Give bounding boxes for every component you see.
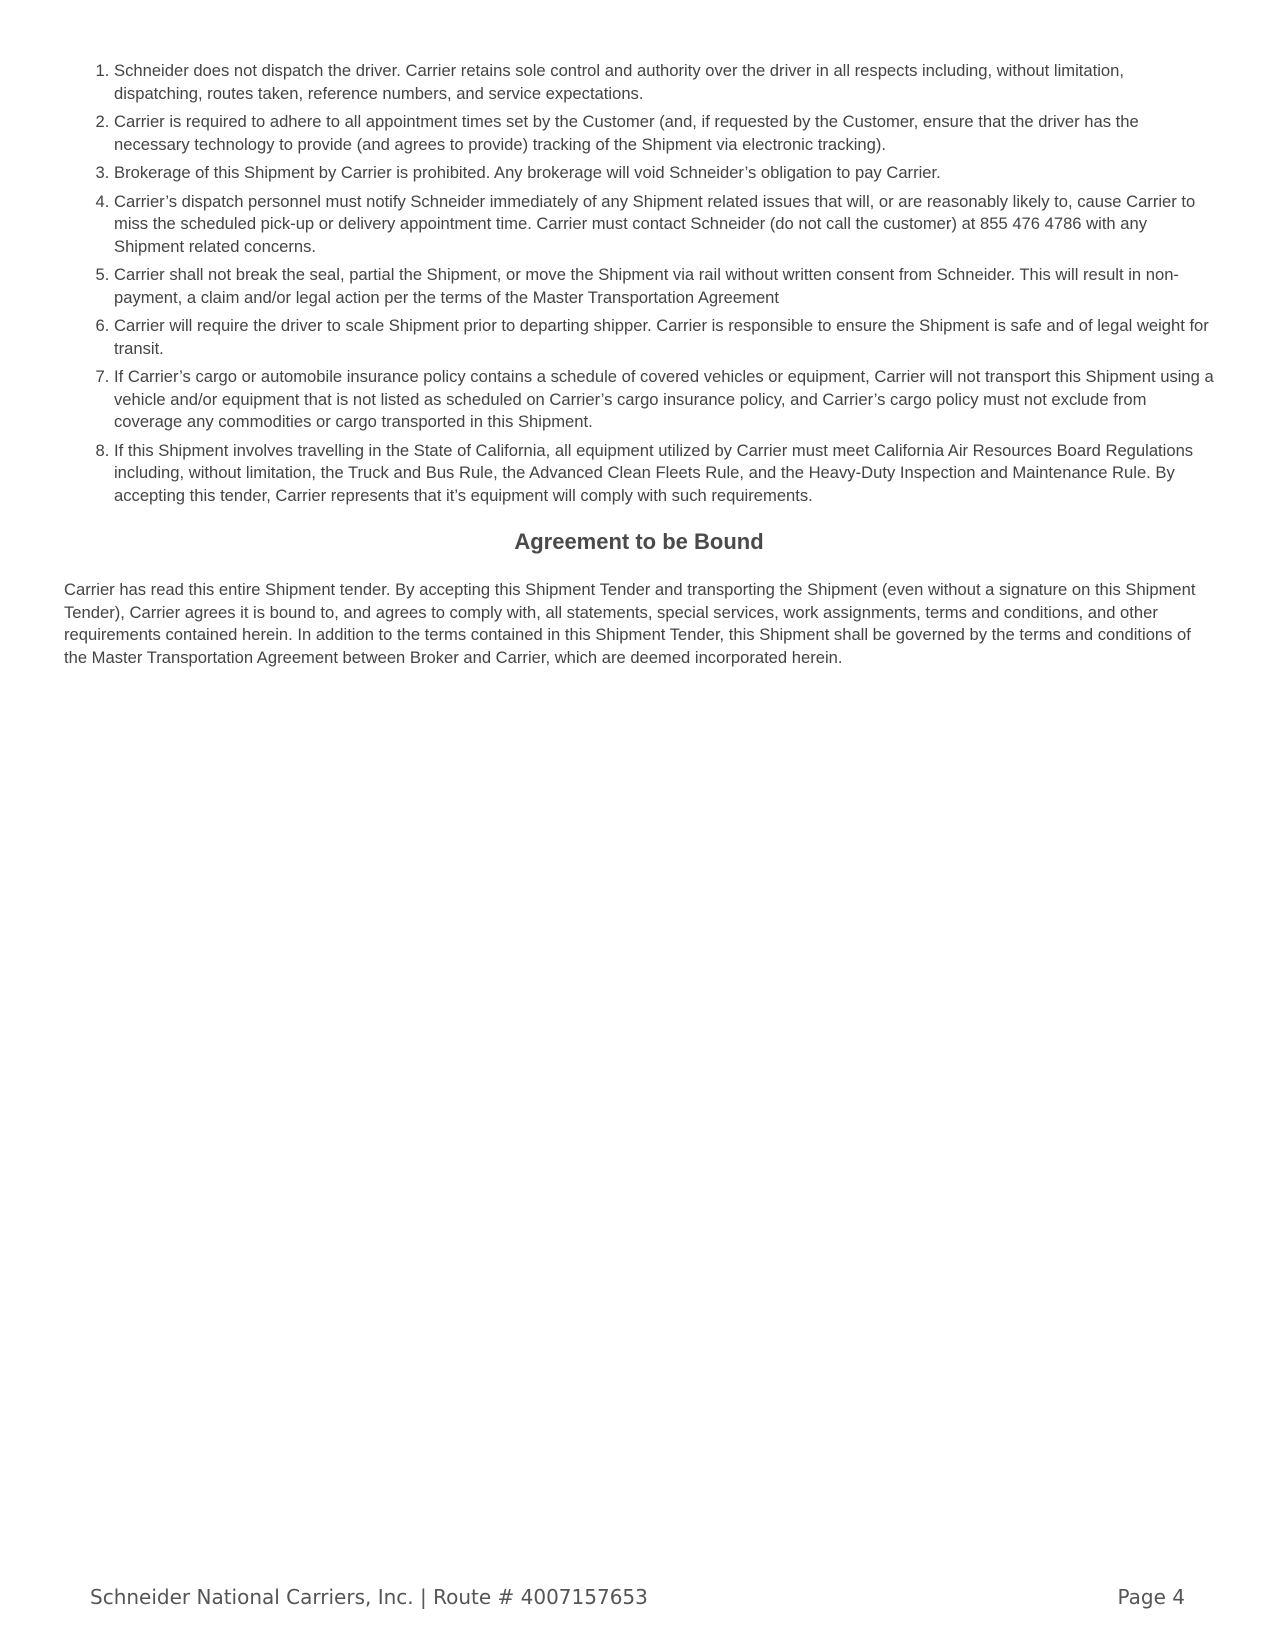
terms-item-5: 5. Carrier shall not break the seal, partial the Shipment, or move the Shipment via rail without written consent from Schneider. This will result in non-payment, a claim and/or legal action per the terms of the Master Transportation Agreement: [114, 264, 1214, 309]
agreement-heading: Agreement to be Bound: [514, 529, 764, 554]
terms-item-2: 2. Carrier is required to adhere to all appointment times set by the Customer (and, if requested by the Customer, ensure that the driver has the necessary technology to provide (and agrees to provide) tracking of the Shipment via electronic tracking).: [114, 111, 1214, 156]
terms-item-1: 1. Schneider does not dispatch the driver. Carrier retains sole control and authority over the driver in all respects including, without limitation, dispatching, routes taken, reference numbers, and service expectations.: [114, 60, 1214, 105]
page-footer: [90, 1585, 1185, 1609]
terms-item-7: 7. If Carrier’s cargo or automobile insurance policy contains a schedule of covered vehicles or equipment, Carrier will not transport this Shipment using a vehicle and/or equipment that is not listed as scheduled on Carrier’s cargo insurance policy, and Carrier’s cargo policy must not exclude from coverage any commodities or cargo transported in this Shipment.: [114, 366, 1214, 434]
terms-item-4: 4. Carrier’s dispatch personnel must notify Schneider immediately of any Shipment related issues that will, or are reasonably likely to, cause Carrier to miss the scheduled pick-up or delivery appointment time. Carrier must contact Schneider (do not call the customer) at 855 476 4786 with any Shipment related concerns.: [114, 191, 1214, 259]
terms-item-3: 3. Brokerage of this Shipment by Carrier is prohibited. Any brokerage will void Schneider’s obligation to pay Carrier.: [114, 162, 1214, 185]
agreement-paragraph: Carrier has read this entire Shipment tender. By accepting this Shipment Tender and transporting the Shipment (even without a signature on this Shipment Tender), Carrier agrees it is bound to, and agrees to comply with, all statements, special services, work assignments, terms and conditions, and other requirements contained herein. In addition to the terms contained in this Shipment Tender, this Shipment shall be governed by the terms and conditions of the Master Transportation Agreement between Broker and Carrier, which are deemed incorporated herein.: [64, 580, 1196, 667]
footer-company-route: Schneider National Carriers, Inc. | Route # 4007157653: [90, 1585, 648, 1609]
terms-list: [64, 60, 1214, 507]
terms-item-6: 6. Carrier will require the driver to scale Shipment prior to departing shipper. Carrier is responsible to ensure the Shipment is safe and of legal weight for transit.: [114, 315, 1214, 360]
terms-item-8: 8. If this Shipment involves travelling in the State of California, all equipment utilized by Carrier must meet California Air Resources Board Regulations including, without limitation, the Truck and Bus Rule, the Advanced Clean Fleets Rule, and the Heavy-Duty Inspection and Maintenance Rule. By accepting this tender, Carrier represents that it’s equipment will comply with such requirements.: [114, 440, 1214, 508]
page-number: Page 4: [1117, 1585, 1185, 1609]
document-body: [64, 60, 1214, 669]
